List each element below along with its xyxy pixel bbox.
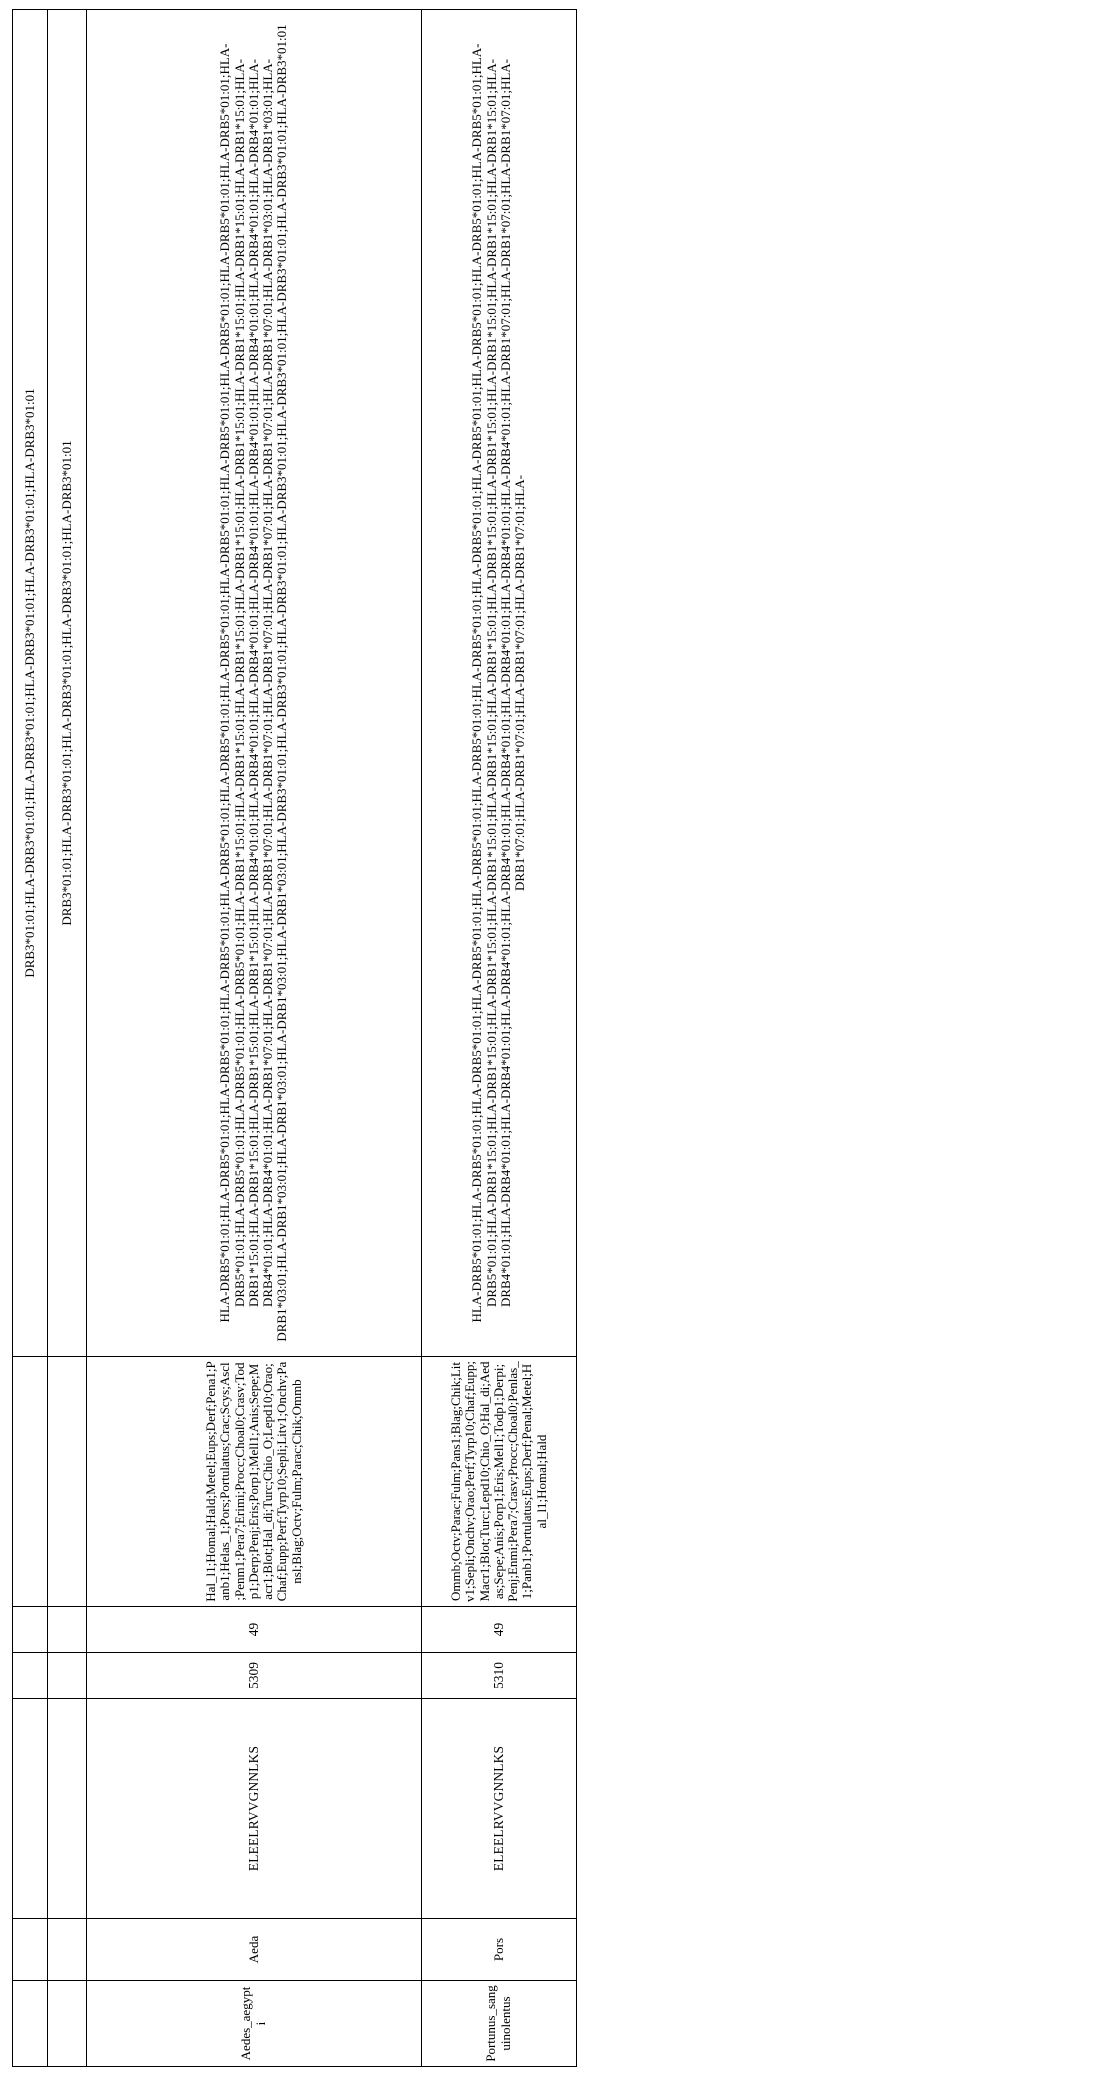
cell-allergen: Pors [422,1919,577,1981]
table-row [48,10,87,2067]
cell-allergen [48,1919,87,1981]
cell-species: Portunus_sanguinolentus [422,1981,577,2067]
cell-alleles: DRB3*01:01;HLA-DRB3*01:01;HLA-DRB3*01:01;HLA-DRB3*01:01;HLA-DRB3*01:01 [48,10,87,1357]
cell-peptide [48,1699,87,1919]
cell-start: 5309 [87,1653,422,1699]
cell-alleles: DRB3*01:01;HLA-DRB3*01:01;HLA-DRB3*01:01;HLA-DRB3*01:01;HLA-DRB3*01:01;HLA-DRB3*01:01 [13,10,48,1357]
cell-alleles: HLA-DRB5*01:01;HLA-DRB5*01:01;HLA-DRB5*01:01;HLA-DRB5*01:01;HLA-DRB5*01:01;HLA-DRB5*01:01;HLA-DRB5*01:01;HLA-DRB5*01:01;HLA-DRB5*01:01;HLA-DRB5*01:01;HLA-DRB5*01:01;HLA-DRB5*01:01;HLA-DRB5*01:01;HLA-DRB5*01:01;HLA-DRB5*01:01;HLA-DRB5*01:01;HLA-DRB1*15:01;HLA-DRB1*15:01;HLA-DRB1*15:01;HLA-DRB1*15:01;HLA-DRB1*15:01;HLA-DRB1*15:01;HLA-DRB1*15:01;HLA-DRB1*15:01;HLA-DRB1*15:01;HLA-DRB1*15:01;HLA-DRB1*15:01;HLA-DRB1*15:01;HLA-DRB4*01:01;HLA-DRB4*01:01;HLA-DRB4*01:01;HLA-DRB4*01:01;HLA-DRB4*01:01;HLA-DRB4*01:01;HLA-DRB4*01:01;HLA-DRB4*01:01;HLA-DRB4*01:01;HLA-DRB4*01:01;HLA-DRB1*07:01;HLA-DRB1*07:01;HLA-DRB1*07:01;HLA-DRB1*07:01;HLA-DRB1*07:01;HLA-DRB1*07:01;HLA-DRB1*07:01;HLA-DRB1*07:01;HLA-DRB1*03:01;HLA-DRB1*03:01;HLA-DRB1*03:01;HLA-DRB1*03:01;HLA-DRB1*03:01;HLA-DRB1*03:01;HLA-DRB1*03:01;HLA-DRB3*01:01;HLA-DRB3*01:01;HLA-DRB3*01:01;HLA-DRB3*01:01;HLA-DRB3*01:01;HLA-DRB3*01:01;HLA-DRB3*01:01;HLA-DRB3*01:01 [87,10,422,1357]
cell-end: 49 [87,1607,422,1653]
cell-start: 5310 [422,1653,577,1699]
cell-sources: Hal_l1;Homal;Hald;Metel;Eups;Derf;Pena1;Panb1;Helas_1;Pors;Portulatus;Crac;Scys;Ascl;Penm1;Pera7;Erimi;Procc;Choal0;Crasv;Todp1;Derp;Penj;Eris;Porp1;Mell1;Anis;Sepe;Macr1;Blot;Hal_di;Turc;Chio_O;Lepd10;Orao;Chaf;Eupp;Perf;Tyrp10;Sepli;Litv1;Onchv;Pansl;Blag;Octv;Fulm;Parac;Chik;Ommb [87,1357,422,1607]
cell-peptide: ELEELRVVGNNLKS [87,1699,422,1919]
cell-start [48,1653,87,1699]
cell-sources: Ommb;Octv;Parac;Fulm;Pans1;Blag;Chik;Litv1;Sepli;Onchv;Orao;Perf;Tyrp10;Chaf;Eupp;Macr1;Blot;Turc;Lepd10;Chio_O;Hal_di;Aedas;Sepe;Anis;Porp1;Eris;Mell1;Todp1;Derpi;Penj;Enmi;Pera7;Crasv;Procc;Choal0;Penlas_1;Panb1;Portulatus;Eups;Derf;Penal;Metel;Hal_l1;Homal;Hald [422,1357,577,1607]
cell-allergen [13,1919,48,1981]
cell-peptide [13,1699,48,1919]
cell-end: 49 [422,1607,577,1653]
cell-species: Aedes_aegypti [87,1981,422,2067]
cell-alleles: HLA-DRB5*01:01;HLA-DRB5*01:01;HLA-DRB5*01:01;HLA-DRB5*01:01;HLA-DRB5*01:01;HLA-DRB5*01:01;HLA-DRB5*01:01;HLA-DRB5*01:01;HLA-DRB5*01:01;HLA-DRB5*01:01;HLA-DRB5*01:01;HLA-DRB5*01:01;HLA-DRB5*01:01;HLA-DRB1*15:01;HLA-DRB1*15:01;HLA-DRB1*15:01;HLA-DRB1*15:01;HLA-DRB1*15:01;HLA-DRB1*15:01;HLA-DRB1*15:01;HLA-DRB1*15:01;HLA-DRB1*15:01;HLA-DRB1*15:01;HLA-DRB1*15:01;HLA-DRB4*01:01;HLA-DRB4*01:01;HLA-DRB4*01:01;HLA-DRB4*01:01;HLA-DRB4*01:01;HLA-DRB4*01:01;HLA-DRB4*01:01;HLA-DRB4*01:01;HLA-DRB4*01:01;HLA-DRB1*07:01;HLA-DRB1*07:01;HLA-DRB1*07:01;HLA-DRB1*07:01;HLA-DRB1*07:01;HLA-DRB1*07:01;HLA-DRB1*07:01;HLA- [422,10,577,1357]
cell-start [13,1653,48,1699]
hla-allele-table [12,9,577,2067]
cell-peptide: ELEELRVVGNNLKS [422,1699,577,1919]
cell-end [48,1607,87,1653]
cell-species [48,1981,87,2067]
table-row [422,10,577,2067]
table-row [87,10,422,2067]
cell-sources [13,1357,48,1607]
table-row [13,10,48,2067]
cell-species [13,1981,48,2067]
cell-end [13,1607,48,1653]
cell-allergen: Aeda [87,1919,422,1981]
cell-sources [48,1357,87,1607]
